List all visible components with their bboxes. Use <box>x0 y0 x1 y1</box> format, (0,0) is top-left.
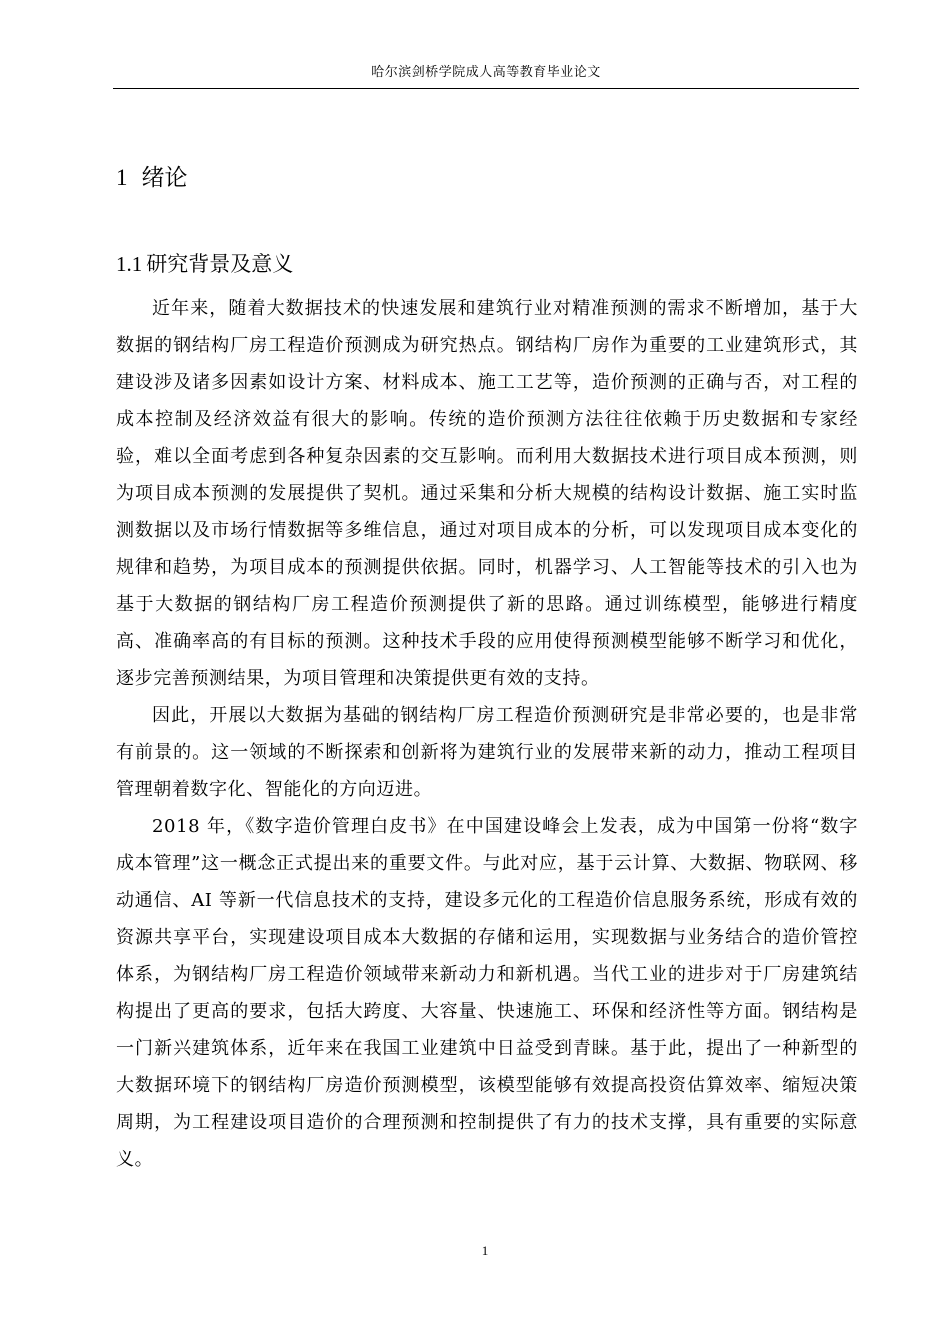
paragraph-1: 近年来，随着大数据技术的快速发展和建筑行业对精准预测的需求不断增加，基于大数据的钢结构厂房工程造价预测成为研究热点。钢结构厂房作为重要的工业建筑形式，其建设涉及诸多因素如设计方案、材料成本、施工工艺等，造价预测的正确与否，对工程的成本控制及经济效益有很大的影响。传统的造价预测方法往往依赖于历史数据和专家经验，难以全面考虑到各种复杂因素的交互影响。而利用大数据技术进行项目成本预测，则为项目成本预测的发展提供了契机。通过采集和分析大规模的结构设计数据、施工实时监测数据以及市场行情数据等多维信息，通过对项目成本的分析，可以发现项目成本变化的规律和趋势，为项目成本的预测提供依据。同时，机器学习、人工智能等技术的引入也为基于大数据的钢结构厂房工程造价预测提供了新的思路。通过训练模型，能够进行精度高、准确率高的有目标的预测。这种技术手段的应用使得预测模型能够不断学习和优化，逐步完善预测结果，为项目管理和决策提供更有效的支持。 <box>116 298 858 689</box>
paragraph-2: 因此，开展以大数据为基础的钢结构厂房工程造价预测研究是非常必要的，也是非常有前景的。这一领域的不断探索和创新将为建筑行业的发展带来新的动力，推动工程项目管理朝着数字化、智能化的方向迈进。 <box>116 705 858 800</box>
section-heading <box>116 249 293 279</box>
page-number: 1 <box>481 1243 489 1258</box>
section-number: 1.1 <box>116 252 143 276</box>
chapter-title: 绪论 <box>141 165 188 191</box>
header-rule <box>113 88 859 89</box>
section-title: 研究背景及意义 <box>146 252 294 276</box>
paragraph-3: 2018 年，《数字造价管理白皮书》在中国建设峰会上发表，成为中国第一份将“数字成本管理”这一概念正式提出来的重要文件。与此对应，基于云计算、大数据、物联网、移动通信、AI 等新一代信息技术的支持，建设多元化的工程造价信息服务系统，形成有效的资源共享平台，实现建设项目成本大数据的存储和运用，实现数据与业务结合的造价管控体系，为钢结构厂房工程造价领域带来新动力和新机遇。当代工业的进步对于厂房建筑结构提出了更高的要求，包括大跨度、大容量、快速施工、环保和经济性等方面。钢结构是一门新兴建筑体系，近年来在我国工业建筑中日益受到青睐。基于此，提出了一种新型的大数据环境下的钢结构厂房造价预测模型，该模型能够有效提高投资估算效率、缩短决策周期，为工程建设项目造价的合理预测和控制提供了有力的技术支撑，具有重要的实际意义。 <box>116 816 858 1170</box>
chapter-heading <box>116 162 188 194</box>
body-text <box>116 290 858 1178</box>
chapter-number: 1 <box>116 165 128 190</box>
running-header: 哈尔滨剑桥学院成人高等教育毕业论文 <box>371 65 601 80</box>
